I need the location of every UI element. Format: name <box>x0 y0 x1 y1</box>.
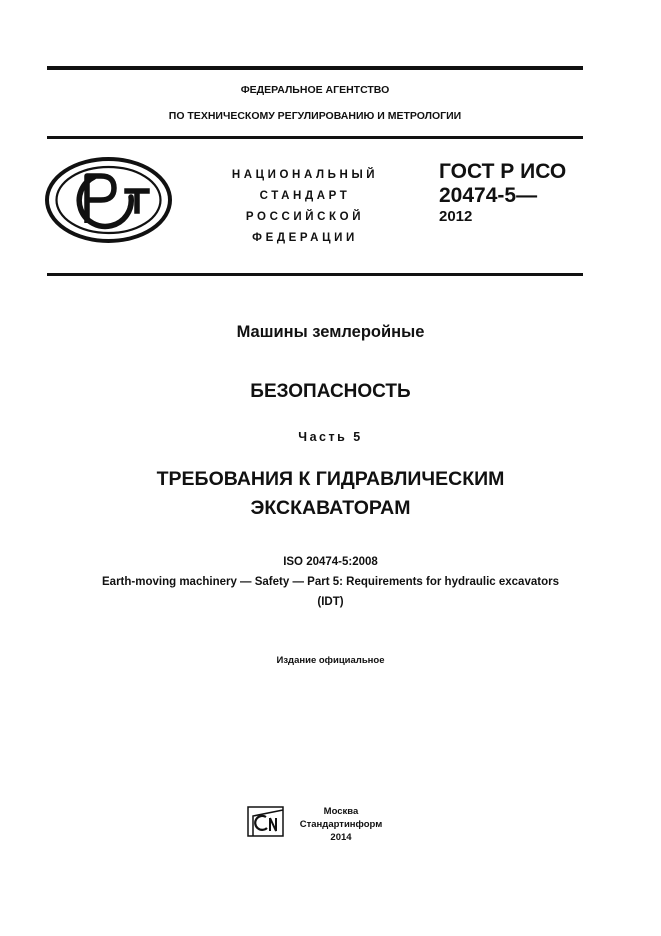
gost-r-logo <box>45 157 172 243</box>
designation-line2: 20474-5— <box>439 184 538 207</box>
header-divider <box>47 136 583 139</box>
designation-year: 2012 <box>439 208 473 225</box>
publisher-block <box>296 805 386 844</box>
agency-name-line1: ФЕДЕРАЛЬНОЕ АГЕНТСТВО <box>240 84 390 96</box>
iso-equivalence: (IDT) <box>317 596 344 608</box>
standard-type-line3: РОССИЙСКОЙ <box>245 211 365 223</box>
iso-reference: ISO 20474-5:2008 <box>283 556 378 568</box>
specific-title-line2: ЭКСКАВАТОРАМ <box>250 497 411 519</box>
standartinform-logo <box>247 806 284 837</box>
top-rule <box>47 66 583 70</box>
part-number: Часть 5 <box>298 430 363 444</box>
standard-type-line2: СТАНДАРТ <box>259 190 351 202</box>
subject-title: БЕЗОПАСНОСТЬ <box>250 381 411 402</box>
publisher-name: Стандартинформ <box>299 819 383 830</box>
general-title: Машины землеройные <box>236 323 425 341</box>
publisher-year: 2014 <box>330 832 352 843</box>
agency-name-line2: ПО ТЕХНИЧЕСКОМУ РЕГУЛИРОВАНИЮ И МЕТРОЛОГИИ <box>168 110 462 122</box>
standard-type <box>205 165 405 249</box>
iso-title: Earth-moving machinery — Safety — Part 5: Requirements for hydraulic excavators <box>102 576 559 588</box>
standard-designation <box>439 160 566 208</box>
standard-type-line4: ФЕДЕРАЦИИ <box>252 232 358 244</box>
edition-label: Издание официальное <box>276 655 385 666</box>
specific-title-line1: ТРЕБОВАНИЯ К ГИДРАВЛИЧЕСКИМ <box>156 468 505 490</box>
publisher-city: Москва <box>323 806 359 817</box>
designation-line1: ГОСТ Р ИСО <box>439 160 567 183</box>
logo-divider <box>47 273 583 276</box>
standard-type-line1: НАЦИОНАЛЬНЫЙ <box>231 169 379 181</box>
